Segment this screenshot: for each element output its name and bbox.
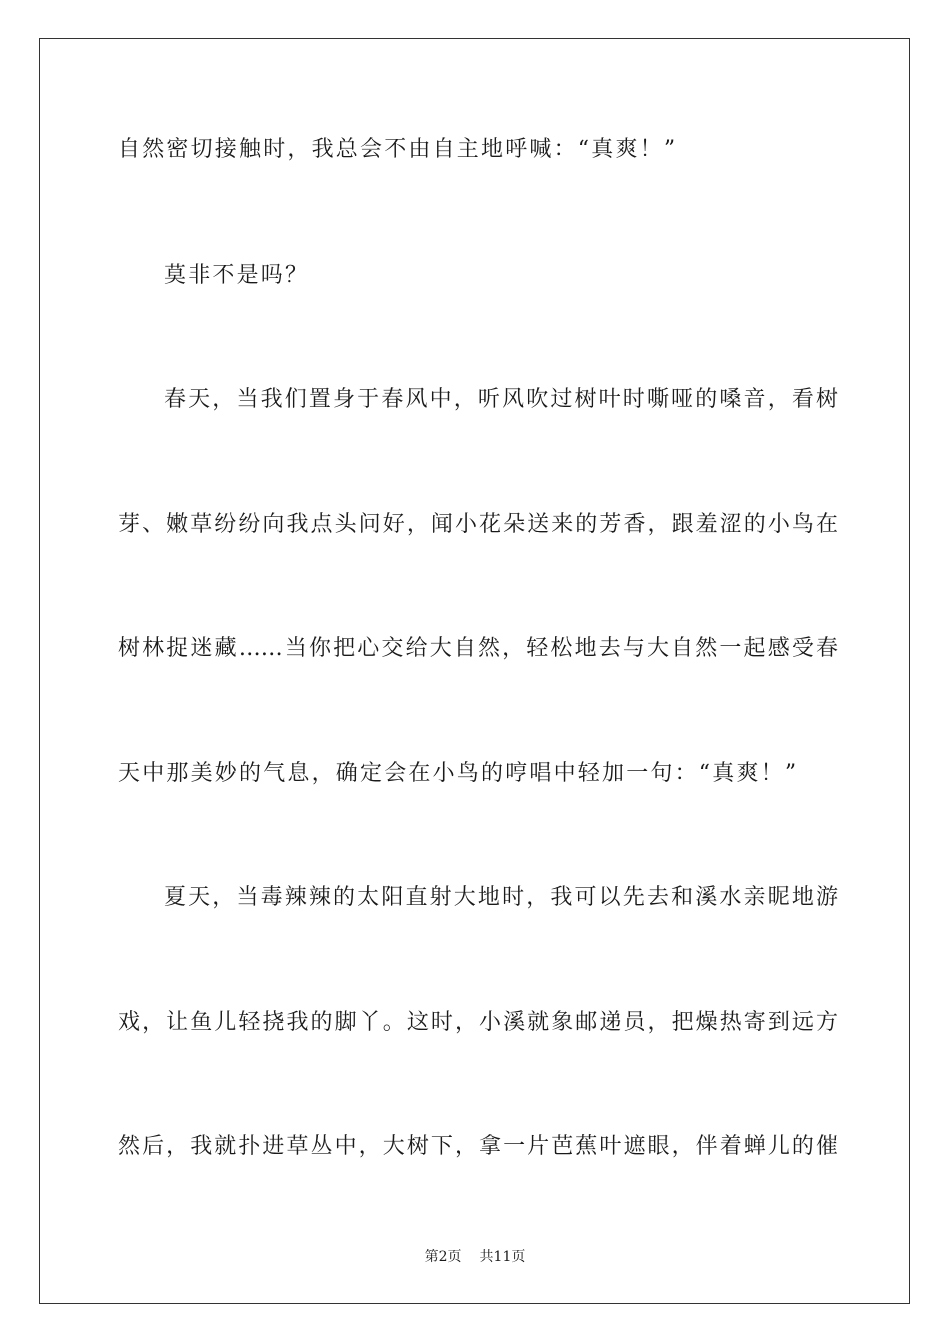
text-line-8: 戏，让鱼儿轻挠我的脚丫。这时，小溪就象邮递员，把燥热寄到远方 bbox=[118, 1010, 838, 1035]
text-line-1: 自然密切接触时，我总会不由自主地呼喊：“真爽！” bbox=[118, 137, 678, 162]
text-line-2: 莫非不是吗？ bbox=[164, 263, 310, 288]
page-footer bbox=[0, 1248, 950, 1266]
text-line-9: 然后，我就扑进草丛中，大树下，拿一片芭蕉叶遮眼，伴着蝉儿的催 bbox=[118, 1134, 838, 1159]
page-number: 第2页 bbox=[424, 1249, 462, 1265]
text-line-7: 夏天，当毒辣辣的太阳直射大地时，我可以先去和溪水亲昵地游 bbox=[164, 885, 838, 910]
text-line-3: 春天，当我们置身于春风中，听风吹过树叶时嘶哑的嗓音，看树 bbox=[164, 387, 838, 412]
page-total: 共11页 bbox=[479, 1249, 526, 1265]
text-line-6: 天中那美妙的气息，确定会在小鸟的哼唱中轻加一句：“真爽！” bbox=[118, 761, 799, 786]
text-line-5: 树林捉迷藏……当你把心交给大自然，轻松地去与大自然一起感受春 bbox=[118, 636, 838, 661]
page-frame bbox=[39, 38, 910, 1304]
text-line-4: 芽、嫩草纷纷向我点头问好，闻小花朵送来的芳香，跟羞涩的小鸟在 bbox=[118, 512, 838, 537]
